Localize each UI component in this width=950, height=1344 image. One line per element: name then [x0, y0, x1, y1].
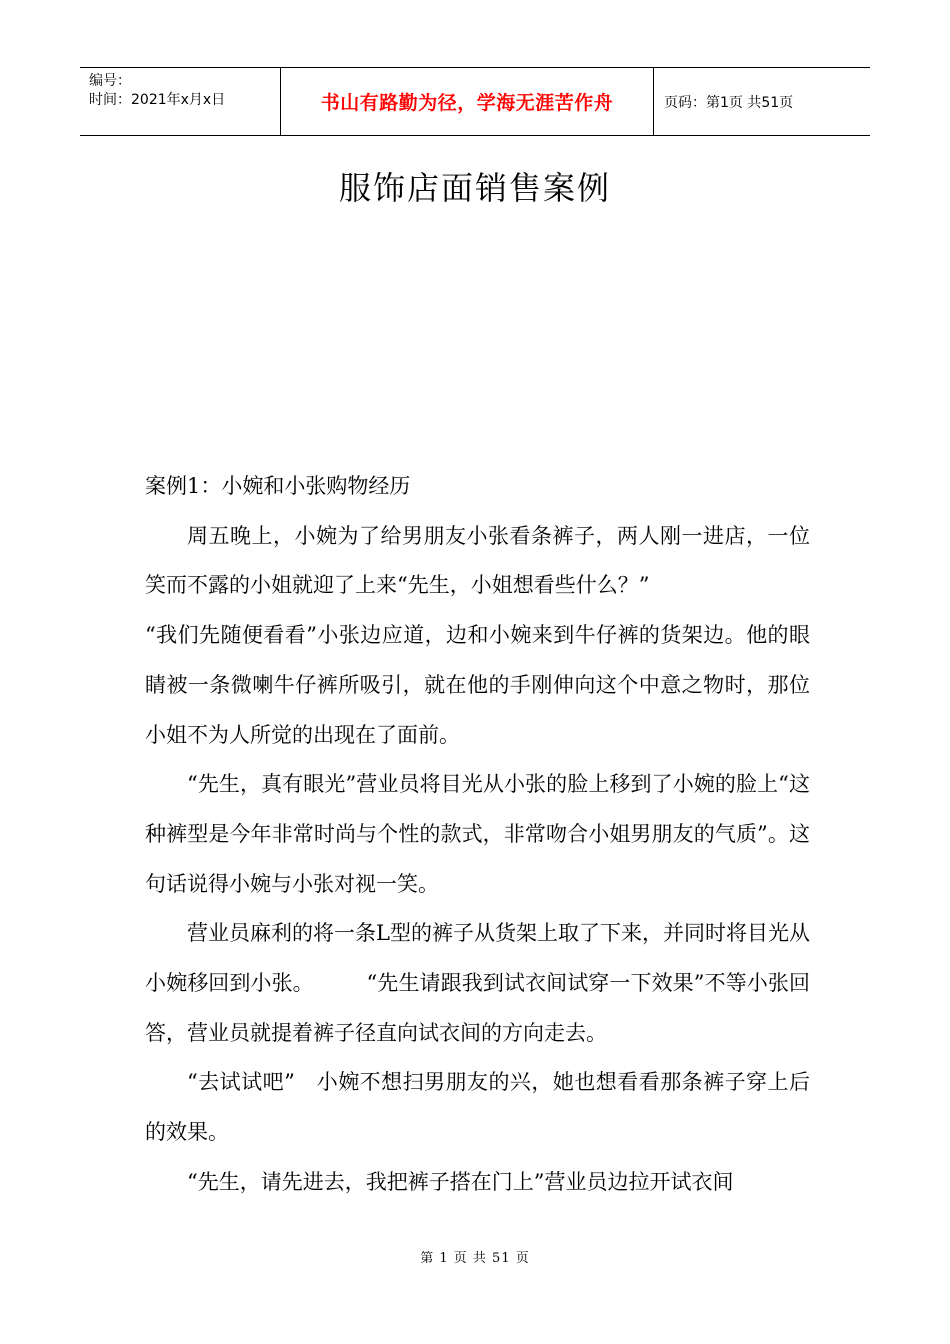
case-heading: 案例1：小婉和小张购物经历 — [145, 474, 411, 498]
time-label: 时间：2021年x月x日 — [89, 92, 226, 108]
document-header — [80, 67, 870, 136]
paragraph: 周五晚上，小婉为了给男朋友小张看条裤子，两人刚一进店，一位笑而不露的小姐就迎了上来“先生，小姐想看些什么？” — [145, 523, 810, 598]
header-motto: 书山有路勤为径，学海无涯苦作舟 — [281, 68, 654, 135]
document-body — [145, 462, 810, 1208]
document-title: 服饰店面销售案例 — [338, 169, 611, 207]
header-page-info: 页码：第1页 共51页 — [664, 94, 794, 111]
paragraph: “先生，真有眼光”营业员将目光从小张的脸上移到了小婉的脸上“这种裤型是今年非常时尚与个性的款式，非常吻合小姐男朋友的气质”。这句话说得小婉与小张对视一笑。 — [145, 772, 810, 896]
header-meta — [80, 68, 281, 135]
number-label: 编号： — [89, 73, 131, 89]
paragraph: “先生，请先进去，我把裤子搭在门上”营业员边拉开试衣间 — [187, 1169, 734, 1194]
page-footer: 第 1 页 共 51 页 — [420, 1251, 530, 1266]
paragraph: “去试试吧” 小婉不想扫男朋友的兴，她也想看看那条裤子穿上后的效果。 — [145, 1070, 810, 1145]
paragraph: 营业员麻利的将一条L型的裤子从货架上取了下来，并同时将目光从小婉移回到小张。 “先生请跟我到试衣间试穿一下效果”不等小张回答，营业员就提着裤子径直向试衣间的方向走去。 — [145, 921, 810, 1045]
paragraph: “我们先随便看看”小张边应道，边和小婉来到牛仔裤的货架边。他的眼睛被一条微喇牛仔裤所吸引，就在他的手刚伸向这个中意之物时，那位小姐不为人所觉的出现在了面前。 — [145, 623, 810, 747]
